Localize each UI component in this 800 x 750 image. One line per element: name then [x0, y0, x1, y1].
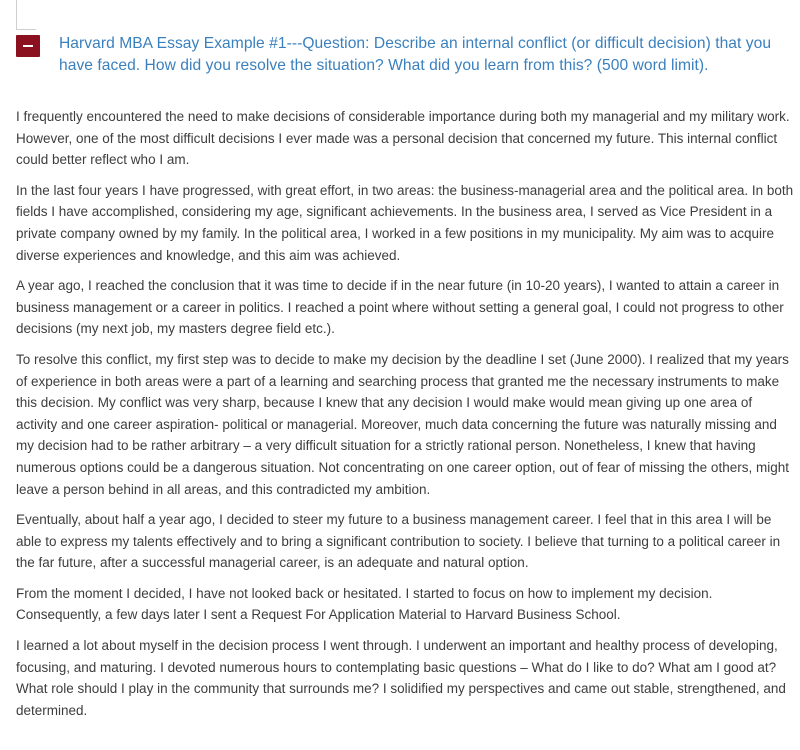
- essay-paragraph: Eventually, about half a year ago, I decided to steer my future to a business management career. I feel that in this area I will be able to express my talents effectively and to bring a significant contribution to society. I believe that turning to a political career in the far future, after a successful managerial career, is an adequate and natural option.: [16, 512, 781, 571]
- essay-paragraph: To resolve this conflict, my first step was to decide to make my decision by the deadline I set (June 2000). I realized that my years of experience in both areas were a part of a learning and searching process that granted me the necessary instruments to make this decision. My conflict was very sharp, because I knew that any decision I would make would mean giving up one area of activity and one career aspiration- political or managerial. Moreover, much data concerning the future was naturally missing and my decision had to be rather arbitrary – a very difficult situation for a strictly rational person. Nonetheless, I knew that having numerous options could be a dangerous situation. Not concentrating on one career option, out of fear of missing the others, might leave a person behind in all areas, and this contradicted my ambition.: [16, 351, 789, 497]
- essay-paragraph: A year ago, I reached the conclusion that it was time to decide if in the near future (in 10-20 years), I wanted to attain a career in business management or a career in politics. I reached a point where without setting a general goal, I could not progress to other decisions (my next job, my masters degree field etc.).: [16, 278, 784, 337]
- corner-border-vertical: [16, 0, 17, 30]
- essay-paragraph: I learned a lot about myself in the decision process I went through. I underwent an important and healthy process of developing, focusing, and maturing. I devoted numerous hours to contemplating basic questions – What do I like to do? What am I good at? What role should I play in the community that surrounds me? I solidified my perspectives and came out stable, strengthened, and determined.: [16, 638, 786, 718]
- minus-icon: [23, 45, 33, 47]
- collapse-toggle-button[interactable]: [16, 35, 40, 57]
- essay-paragraph: From the moment I decided, I have not looked back or hesitated. I started to focus on how to implement my decision. Consequently, a few days later I sent a Request For Application Material to Harvard Business School.: [16, 585, 713, 623]
- essay-paragraph: In the last four years I have progressed, with great effort, in two areas: the business-managerial area and the political area. In both fields I have accomplished, considering my age, significant achievements. In the business area, I served as Vice President in a private company owned by my family. In the political area, I worked in a few positions in my municipality. My aim was to acquire diverse experiences and knowledge, and this aim was achieved.: [16, 182, 794, 263]
- corner-border-horizontal: [16, 29, 36, 30]
- question-title: Harvard MBA Essay Example #1---Question: Describe an internal conflict (or difficult decision) that you have faced. How did you resolve the situation? What did you learn from this? (500 word limit).: [59, 35, 772, 74]
- essay-body: [16, 106, 794, 730]
- accordion-header[interactable]: [16, 33, 786, 77]
- essay-paragraph: I frequently encountered the need to make decisions of considerable importance during both my managerial and my military work. However, one of the most difficult decisions I ever made was a personal decision that concerned my future. This internal conflict could better reflect who I am.: [16, 109, 790, 168]
